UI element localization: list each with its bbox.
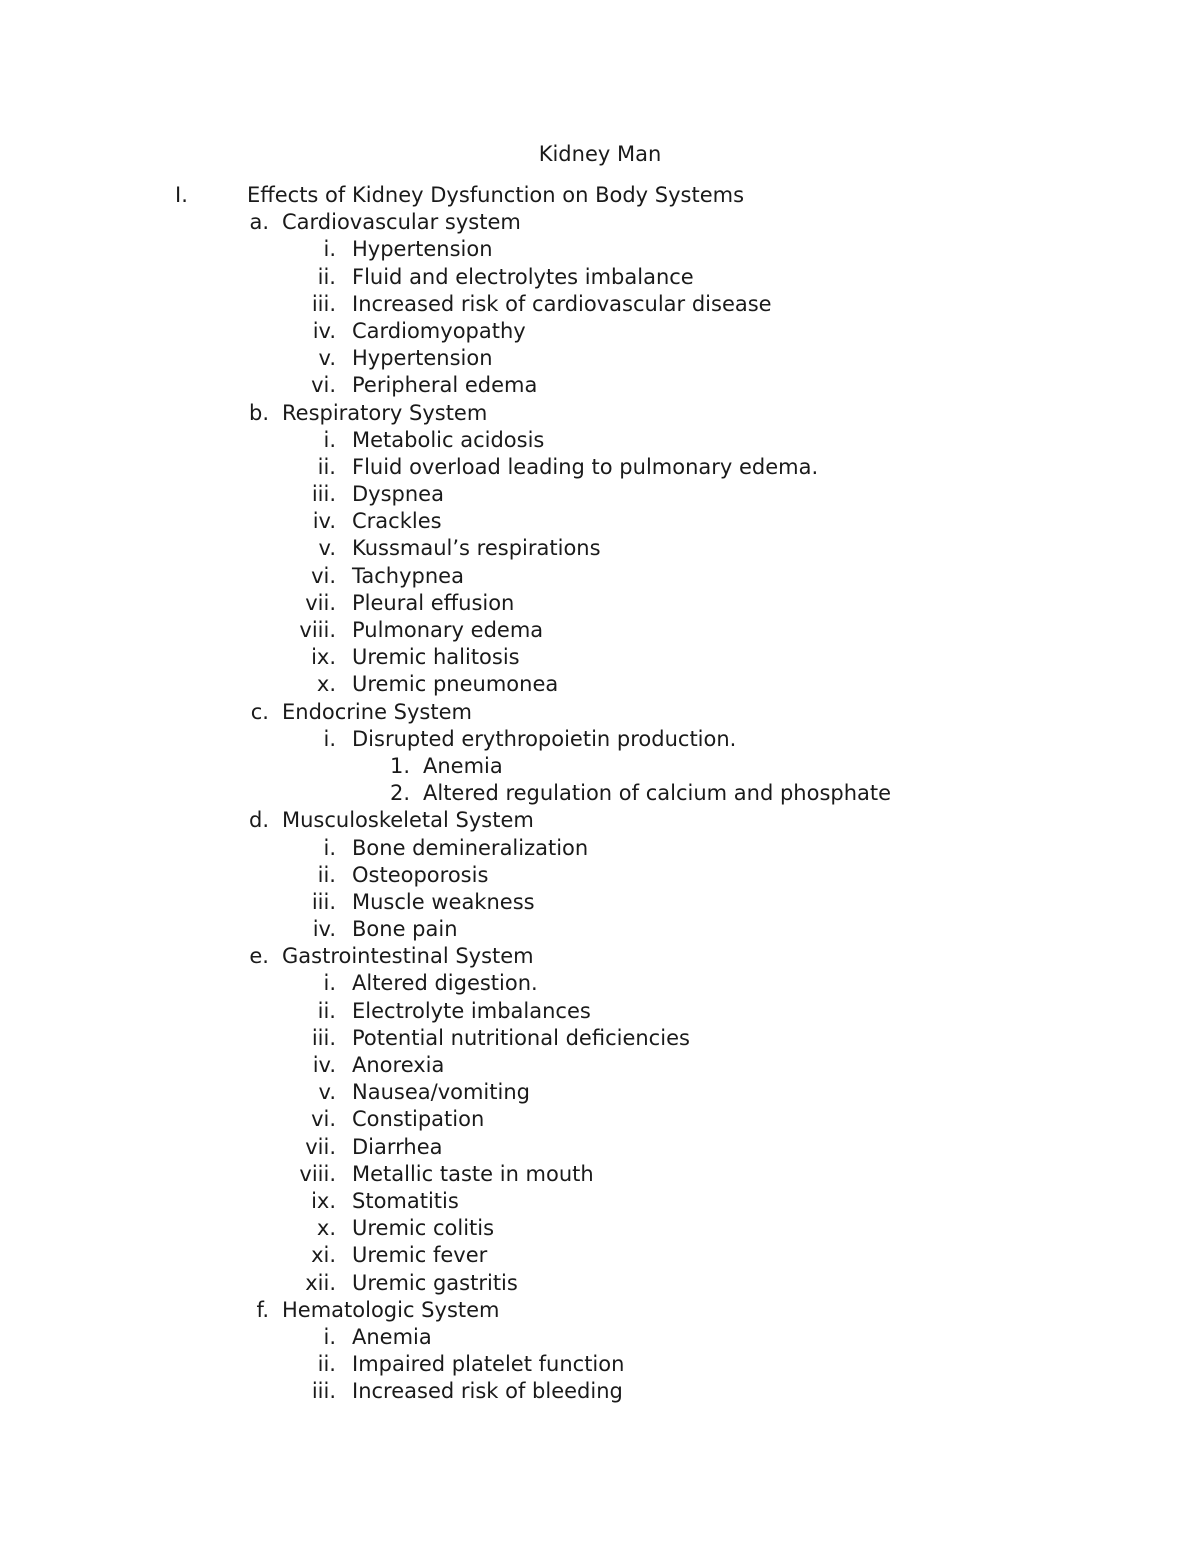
outline-text: Altered regulation of calcium and phosphate [423,781,892,806]
outline-marker: ii. [317,1352,336,1377]
outline-text: Increased risk of cardiovascular disease [352,291,772,316]
outline-text: Hematologic System [282,1297,500,1322]
outline-item [0,400,1200,427]
outline-item [0,1188,1200,1215]
outline-marker: 2. [389,781,410,806]
outline-item [0,943,1200,970]
outline-marker: ii. [317,264,336,289]
outline-text: Fluid and electrolytes imbalance [352,264,694,289]
outline-item [0,970,1200,997]
outline-item [0,454,1200,481]
outline-text: Musculoskeletal System [282,808,534,833]
outline-text: Osteoporosis [352,862,489,887]
outline-item [0,481,1200,508]
outline-text: Uremic pneumonea [352,672,559,697]
outline-marker: b. [248,400,269,425]
outline-marker: v. [318,1080,336,1105]
outline-item [0,807,1200,834]
outline-marker: ix. [311,645,336,670]
outline-text: Crackles [352,509,442,534]
outline-marker: v. [318,536,336,561]
outline-text: Anemia [423,753,503,778]
outline-item [0,1270,1200,1297]
outline-text: Gastrointestinal System [282,944,534,969]
outline-item [0,1079,1200,1106]
document-title: Kidney Man [538,142,662,166]
outline-text: Cardiovascular system [282,210,521,235]
outline-marker: iii. [311,482,336,507]
outline-item [0,318,1200,345]
outline-marker: ii. [317,454,336,479]
outline-marker: i. [323,237,336,262]
outline-item [0,1378,1200,1405]
outline-item [0,590,1200,617]
outline-item [0,372,1200,399]
outline-text: Bone pain [352,917,458,942]
outline-marker: ii. [317,998,336,1023]
outline-marker: i. [323,971,336,996]
outline-item [0,998,1200,1025]
outline-marker: iv. [312,318,336,343]
outline-marker: vi. [311,373,336,398]
outline-item [0,617,1200,644]
outline-text: Respiratory System [282,400,488,425]
outline-item [0,264,1200,291]
outline-text: Tachypnea [352,563,464,588]
outline-list [0,182,1200,1405]
outline-marker: e. [249,944,269,969]
outline-marker: i. [323,726,336,751]
outline-item [0,563,1200,590]
outline-marker: v. [318,346,336,371]
outline-marker: i. [323,427,336,452]
outline-item [0,236,1200,263]
outline-marker: xii. [305,1270,336,1295]
outline-marker: I. [175,183,188,207]
outline-item [0,726,1200,753]
outline-item [0,1025,1200,1052]
outline-marker: f. [256,1297,269,1322]
outline-marker: iv. [312,1053,336,1077]
outline-item [0,1242,1200,1269]
outline-marker: xi. [311,1243,336,1268]
outline-text: Altered digestion. [352,971,538,996]
outline-marker: viii. [299,1161,336,1186]
outline-item [0,916,1200,943]
outline-text: Effects of Kidney Dysfunction on Body Systems [247,183,745,207]
outline-item [0,889,1200,916]
outline-marker: x. [316,672,336,697]
outline-item [0,182,1200,209]
outline-marker: viii. [299,618,336,642]
outline-text: Dyspnea [352,482,444,507]
outline-marker: iii. [311,1025,336,1050]
outline-text: Fluid overload leading to pulmonary edema. [352,454,819,479]
outline-text: Constipation [352,1107,485,1132]
outline-item [0,699,1200,726]
outline-text: Uremic fever [352,1243,488,1268]
outline-text: Uremic gastritis [352,1270,518,1295]
outline-text: Metabolic acidosis [352,427,545,452]
outline-marker: 1. [389,753,410,778]
outline-item [0,671,1200,698]
outline-item [0,535,1200,562]
outline-text: Electrolyte imbalances [352,998,591,1023]
outline-item [0,345,1200,372]
outline-item [0,1215,1200,1242]
outline-item [0,1351,1200,1378]
outline-marker: vi. [311,1107,336,1132]
outline-item [0,862,1200,889]
outline-marker: iii. [311,291,336,316]
outline-item [0,291,1200,318]
outline-marker: vii. [305,590,336,615]
outline-item [0,1134,1200,1161]
outline-marker: iii. [311,1379,336,1404]
outline-marker: iv. [312,917,336,942]
outline-item [0,508,1200,535]
outline-text: Hypertension [352,237,493,262]
outline-marker: i. [323,835,336,860]
outline-item [0,1052,1200,1079]
outline-text: Endocrine System [282,699,472,724]
outline-text: Kussmaul’s respirations [352,536,601,561]
outline-item [0,1324,1200,1351]
outline-text: Metallic taste in mouth [352,1161,594,1186]
outline-marker: i. [323,1324,336,1349]
outline-item [0,427,1200,454]
outline-text: Cardiomyopathy [352,318,526,343]
outline-text: Diarrhea [352,1134,443,1159]
outline-text: Muscle weakness [352,889,535,914]
outline-item [0,753,1200,780]
outline-marker: x. [316,1216,336,1241]
outline-marker: vi. [311,563,336,588]
outline-item [0,1106,1200,1133]
outline-text: Hypertension [352,346,493,371]
outline-item [0,644,1200,671]
outline-text: Potential nutritional deficiencies [352,1025,690,1050]
outline-item [0,1161,1200,1188]
outline-text: Impaired platelet function [352,1352,625,1377]
outline-marker: a. [249,210,269,235]
outline-text: Peripheral edema [352,373,538,398]
outline-item [0,780,1200,807]
outline-text: Increased risk of bleeding [352,1379,623,1404]
outline-text: Anorexia [352,1053,445,1077]
outline-text: Pulmonary edema [352,618,544,642]
outline-marker: iii. [311,889,336,914]
outline-marker: d. [248,808,269,833]
outline-marker: c. [250,699,269,724]
outline-text: Disrupted erythropoietin production. [352,726,737,751]
outline-item [0,835,1200,862]
outline-text: Pleural effusion [352,590,515,615]
outline-marker: ii. [317,862,336,887]
outline-marker: vii. [305,1134,336,1159]
outline-marker: ix. [311,1188,336,1213]
outline-text: Uremic halitosis [352,645,520,670]
outline-text: Uremic colitis [352,1216,495,1241]
outline-item [0,209,1200,236]
outline-item [0,1297,1200,1324]
outline-marker: iv. [312,509,336,534]
outline-text: Bone demineralization [352,835,589,860]
outline-text: Anemia [352,1324,432,1349]
outline-text: Nausea/vomiting [352,1080,530,1105]
outline-text: Stomatitis [352,1188,459,1213]
